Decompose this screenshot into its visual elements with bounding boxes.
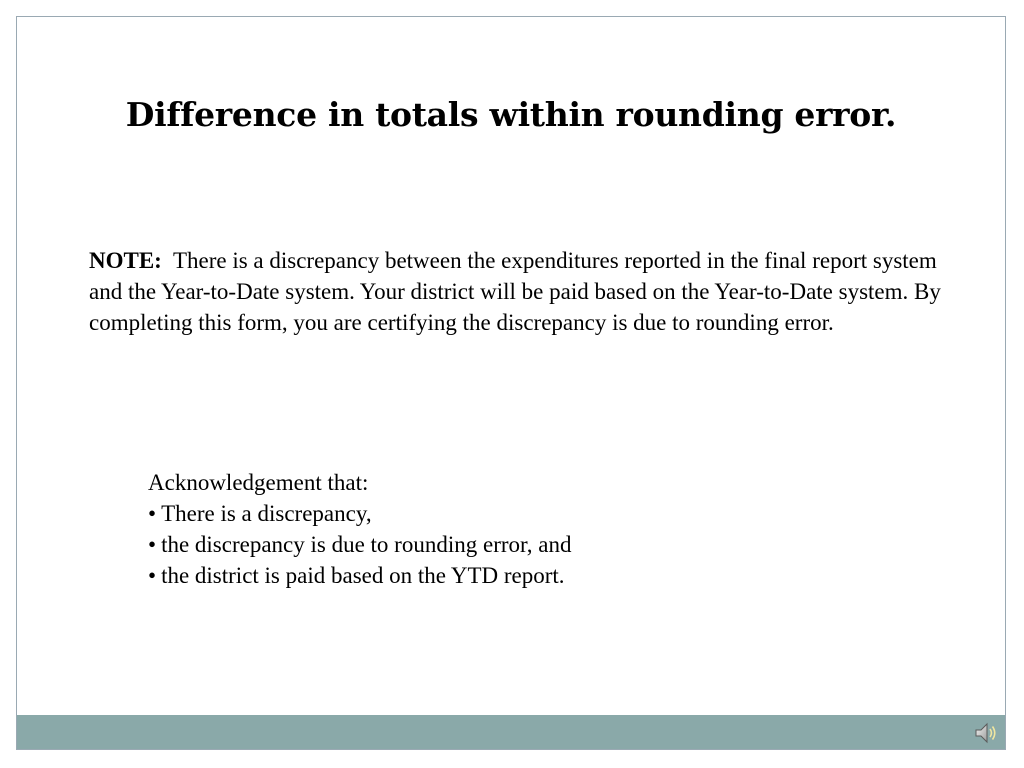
list-item: • the district is paid based on the YTD report. <box>148 560 848 591</box>
note-paragraph <box>89 245 949 338</box>
list-item: • There is a discrepancy, <box>148 498 848 529</box>
note-label: NOTE: <box>89 248 162 273</box>
slide <box>16 16 1006 750</box>
acknowledgement-block <box>148 467 848 591</box>
acknowledgement-heading: Acknowledgement that: <box>148 470 369 495</box>
list-item: • the discrepancy is due to rounding error, and <box>148 529 848 560</box>
acknowledgement-list <box>148 498 848 591</box>
speaker-icon[interactable] <box>973 721 999 745</box>
footer-bar <box>17 715 1005 749</box>
note-text: There is a discrepancy between the expenditures reported in the final report system and the Year-to-Date system. Your district will be paid based on the Year-to-Date system. By completing this form, you are certifying the discrepancy is due to rounding error. <box>89 248 941 335</box>
slide-title: Difference in totals within rounding error. <box>125 95 897 134</box>
